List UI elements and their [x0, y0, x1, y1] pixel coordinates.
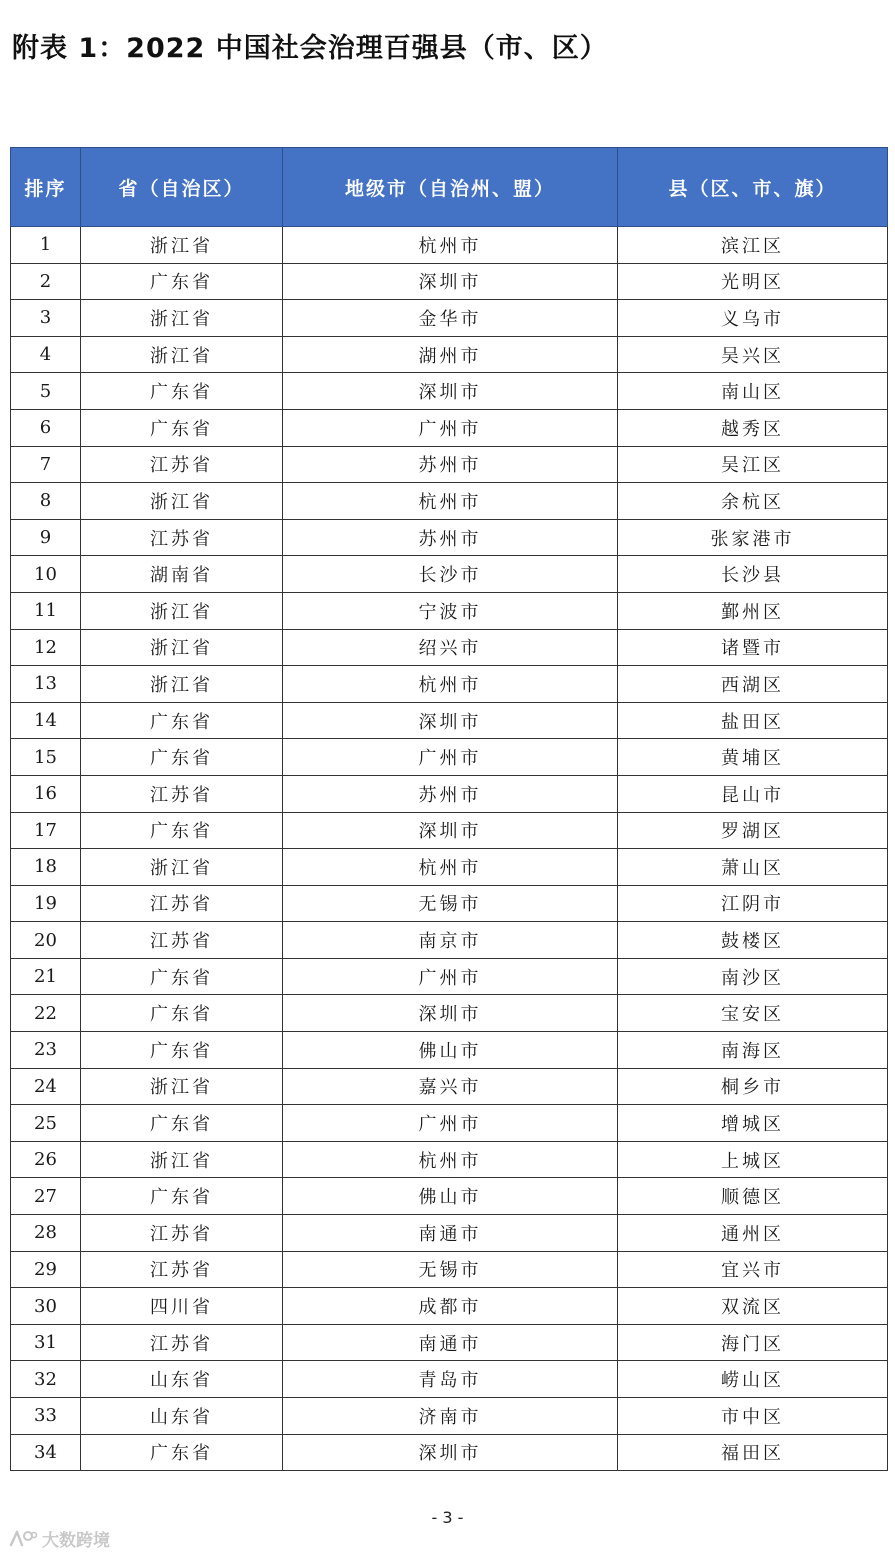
table-row	[11, 812, 888, 849]
table-row	[11, 227, 888, 264]
cell-province: 浙江省	[81, 336, 283, 373]
cell-rank: 9	[11, 519, 81, 556]
cell-county: 光明区	[618, 263, 888, 300]
cell-city: 南通市	[283, 1215, 618, 1252]
cell-city: 金华市	[283, 300, 618, 337]
table-row	[11, 995, 888, 1032]
cell-county: 南沙区	[618, 958, 888, 995]
table-row	[11, 556, 888, 593]
cell-rank: 20	[11, 922, 81, 959]
cell-city: 深圳市	[283, 702, 618, 739]
cell-province: 江苏省	[81, 446, 283, 483]
cell-rank: 2	[11, 263, 81, 300]
table-row	[11, 336, 888, 373]
cell-city: 成都市	[283, 1288, 618, 1325]
cell-city: 济南市	[283, 1398, 618, 1435]
cell-province: 山东省	[81, 1361, 283, 1398]
cell-city: 苏州市	[283, 446, 618, 483]
cell-province: 广东省	[81, 263, 283, 300]
cell-city: 佛山市	[283, 1032, 618, 1069]
header-rank: 排序	[11, 148, 81, 227]
cell-county: 江阴市	[618, 885, 888, 922]
cell-county: 宝安区	[618, 995, 888, 1032]
table-row	[11, 300, 888, 337]
cell-rank: 15	[11, 739, 81, 776]
table-row	[11, 958, 888, 995]
cell-rank: 27	[11, 1178, 81, 1215]
table-row	[11, 592, 888, 629]
table-row	[11, 849, 888, 886]
cell-city: 杭州市	[283, 227, 618, 264]
table-row	[11, 1434, 888, 1471]
cell-province: 江苏省	[81, 1324, 283, 1361]
cell-county: 桐乡市	[618, 1068, 888, 1105]
cell-rank: 12	[11, 629, 81, 666]
cell-province: 四川省	[81, 1288, 283, 1325]
cell-city: 青岛市	[283, 1361, 618, 1398]
table-row	[11, 702, 888, 739]
cell-county: 宜兴市	[618, 1251, 888, 1288]
header-province: 省（自治区）	[81, 148, 283, 227]
cell-city: 湖州市	[283, 336, 618, 373]
cell-province: 广东省	[81, 1105, 283, 1142]
cell-province: 浙江省	[81, 227, 283, 264]
table-row	[11, 1324, 888, 1361]
page-number: - 3 -	[431, 1508, 464, 1527]
cell-province: 浙江省	[81, 592, 283, 629]
table-row	[11, 885, 888, 922]
cell-city: 南通市	[283, 1324, 618, 1361]
cell-county: 上城区	[618, 1141, 888, 1178]
cell-rank: 34	[11, 1434, 81, 1471]
cell-rank: 16	[11, 775, 81, 812]
cell-city: 嘉兴市	[283, 1068, 618, 1105]
table-row	[11, 519, 888, 556]
cell-county: 义乌市	[618, 300, 888, 337]
cell-province: 江苏省	[81, 775, 283, 812]
cell-province: 广东省	[81, 958, 283, 995]
cell-rank: 21	[11, 958, 81, 995]
cell-province: 浙江省	[81, 1141, 283, 1178]
cell-province: 山东省	[81, 1398, 283, 1435]
cell-rank: 4	[11, 336, 81, 373]
table-row	[11, 629, 888, 666]
cell-county: 南山区	[618, 373, 888, 410]
cell-county: 诸暨市	[618, 629, 888, 666]
table-row	[11, 1251, 888, 1288]
cell-province: 广东省	[81, 1178, 283, 1215]
cell-city: 广州市	[283, 409, 618, 446]
table-row	[11, 1398, 888, 1435]
cell-city: 深圳市	[283, 263, 618, 300]
cell-rank: 3	[11, 300, 81, 337]
cell-rank: 10	[11, 556, 81, 593]
cell-province: 广东省	[81, 373, 283, 410]
table-header-row	[11, 148, 888, 227]
table-row	[11, 1288, 888, 1325]
cell-rank: 7	[11, 446, 81, 483]
cell-province: 江苏省	[81, 885, 283, 922]
cell-province: 江苏省	[81, 1215, 283, 1252]
cell-city: 佛山市	[283, 1178, 618, 1215]
cell-rank: 8	[11, 483, 81, 520]
cell-rank: 6	[11, 409, 81, 446]
cell-province: 广东省	[81, 995, 283, 1032]
table-row	[11, 1032, 888, 1069]
cell-province: 浙江省	[81, 300, 283, 337]
cell-rank: 30	[11, 1288, 81, 1325]
cell-province: 浙江省	[81, 483, 283, 520]
cell-rank: 31	[11, 1324, 81, 1361]
cell-city: 南京市	[283, 922, 618, 959]
table-row	[11, 1068, 888, 1105]
cell-city: 深圳市	[283, 995, 618, 1032]
cell-rank: 23	[11, 1032, 81, 1069]
table-row	[11, 739, 888, 776]
cell-county: 福田区	[618, 1434, 888, 1471]
cell-rank: 24	[11, 1068, 81, 1105]
table-row	[11, 446, 888, 483]
cell-rank: 13	[11, 666, 81, 703]
cell-county: 鼓楼区	[618, 922, 888, 959]
cell-county: 通州区	[618, 1215, 888, 1252]
cell-province: 江苏省	[81, 922, 283, 959]
cell-county: 南海区	[618, 1032, 888, 1069]
cell-province: 广东省	[81, 409, 283, 446]
cell-province: 广东省	[81, 702, 283, 739]
cell-city: 绍兴市	[283, 629, 618, 666]
cell-rank: 25	[11, 1105, 81, 1142]
cell-city: 广州市	[283, 958, 618, 995]
cell-province: 浙江省	[81, 849, 283, 886]
cell-province: 广东省	[81, 812, 283, 849]
cell-province: 浙江省	[81, 1068, 283, 1105]
cell-rank: 17	[11, 812, 81, 849]
page-title: 附表 1：2022 中国社会治理百强县（市、区）	[12, 33, 608, 64]
cell-rank: 29	[11, 1251, 81, 1288]
cell-county: 滨江区	[618, 227, 888, 264]
cell-province: 江苏省	[81, 1251, 283, 1288]
ranking-table	[10, 147, 888, 1471]
cell-city: 深圳市	[283, 812, 618, 849]
cell-city: 无锡市	[283, 885, 618, 922]
cell-rank: 32	[11, 1361, 81, 1398]
cell-rank: 26	[11, 1141, 81, 1178]
cell-city: 广州市	[283, 739, 618, 776]
cell-county: 张家港市	[618, 519, 888, 556]
table-row	[11, 1178, 888, 1215]
table-row	[11, 373, 888, 410]
cell-county: 海门区	[618, 1324, 888, 1361]
cell-city: 广州市	[283, 1105, 618, 1142]
cell-city: 杭州市	[283, 483, 618, 520]
cell-province: 广东省	[81, 1434, 283, 1471]
cell-county: 市中区	[618, 1398, 888, 1435]
cell-rank: 33	[11, 1398, 81, 1435]
cell-county: 吴兴区	[618, 336, 888, 373]
cell-county: 罗湖区	[618, 812, 888, 849]
table-row	[11, 1215, 888, 1252]
watermark	[8, 1526, 110, 1551]
cell-province: 浙江省	[81, 666, 283, 703]
cell-rank: 11	[11, 592, 81, 629]
cell-county: 盐田区	[618, 702, 888, 739]
cell-rank: 14	[11, 702, 81, 739]
cell-county: 西湖区	[618, 666, 888, 703]
cell-county: 鄞州区	[618, 592, 888, 629]
header-city: 地级市（自治州、盟）	[283, 148, 618, 227]
cell-rank: 28	[11, 1215, 81, 1252]
cell-rank: 5	[11, 373, 81, 410]
header-county: 县（区、市、旗）	[618, 148, 888, 227]
cell-rank: 1	[11, 227, 81, 264]
cell-rank: 22	[11, 995, 81, 1032]
cell-city: 长沙市	[283, 556, 618, 593]
cell-province: 江苏省	[81, 519, 283, 556]
cell-county: 越秀区	[618, 409, 888, 446]
cell-county: 顺德区	[618, 1178, 888, 1215]
table-row	[11, 1141, 888, 1178]
cell-city: 杭州市	[283, 1141, 618, 1178]
cell-county: 吴江区	[618, 446, 888, 483]
cell-city: 苏州市	[283, 775, 618, 812]
table-row	[11, 666, 888, 703]
cell-city: 无锡市	[283, 1251, 618, 1288]
cell-county: 双流区	[618, 1288, 888, 1325]
cell-province: 湖南省	[81, 556, 283, 593]
cell-province: 广东省	[81, 739, 283, 776]
cell-city: 宁波市	[283, 592, 618, 629]
cell-city: 深圳市	[283, 373, 618, 410]
cell-county: 黄埔区	[618, 739, 888, 776]
table-row	[11, 922, 888, 959]
table-row	[11, 1361, 888, 1398]
cell-county: 崂山区	[618, 1361, 888, 1398]
table-row	[11, 1105, 888, 1142]
watermark-text: 大数跨境	[42, 1531, 110, 1551]
cell-county: 昆山市	[618, 775, 888, 812]
cell-province: 浙江省	[81, 629, 283, 666]
cell-rank: 19	[11, 885, 81, 922]
table-row	[11, 263, 888, 300]
cell-city: 深圳市	[283, 1434, 618, 1471]
cell-county: 余杭区	[618, 483, 888, 520]
logo-icon	[8, 1529, 38, 1549]
cell-county: 长沙县	[618, 556, 888, 593]
cell-county: 增城区	[618, 1105, 888, 1142]
cell-city: 杭州市	[283, 849, 618, 886]
table-row	[11, 483, 888, 520]
table-row	[11, 409, 888, 446]
cell-city: 杭州市	[283, 666, 618, 703]
table-body	[11, 227, 888, 1471]
cell-rank: 18	[11, 849, 81, 886]
table-row	[11, 775, 888, 812]
cell-province: 广东省	[81, 1032, 283, 1069]
cell-city: 苏州市	[283, 519, 618, 556]
cell-county: 萧山区	[618, 849, 888, 886]
